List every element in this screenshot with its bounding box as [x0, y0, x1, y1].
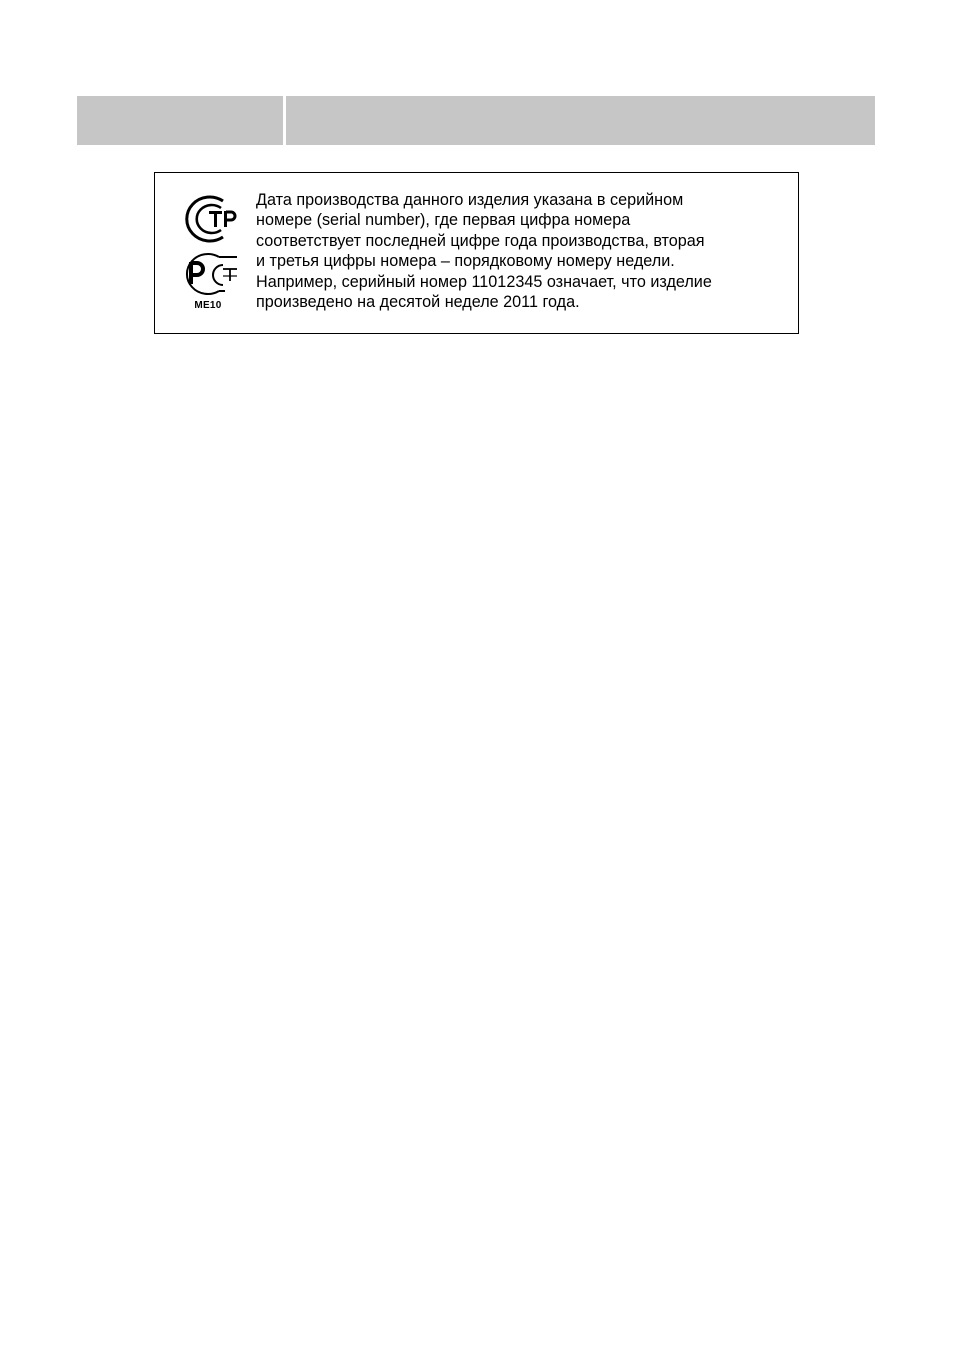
- certification-marks: [179, 193, 241, 317]
- notice-line: Дата производства данного изделия указана в серийном: [256, 191, 684, 209]
- notice-line: произведено на десятой неделе 2011 года.: [256, 293, 580, 312]
- notice-text: [256, 190, 786, 312]
- pct-certification-mark-icon: [179, 251, 241, 297]
- notice-line: Например, серийный номер 11012345 означает, что изделие: [256, 272, 712, 291]
- notice-line: соответствует последней цифре года производства, вторая: [256, 231, 705, 250]
- header-cell-left: [77, 96, 283, 145]
- header-cell-right: [286, 96, 875, 145]
- header-bar: [77, 96, 875, 145]
- certification-code: ME10: [194, 300, 222, 311]
- notice-line: номере (serial number), где первая цифра номера: [256, 211, 631, 230]
- notice-line: и третья цифры номера – порядковому номеру недели.: [256, 252, 675, 271]
- gost-r-certification-mark-icon: [179, 193, 241, 245]
- production-date-notice: [154, 172, 799, 334]
